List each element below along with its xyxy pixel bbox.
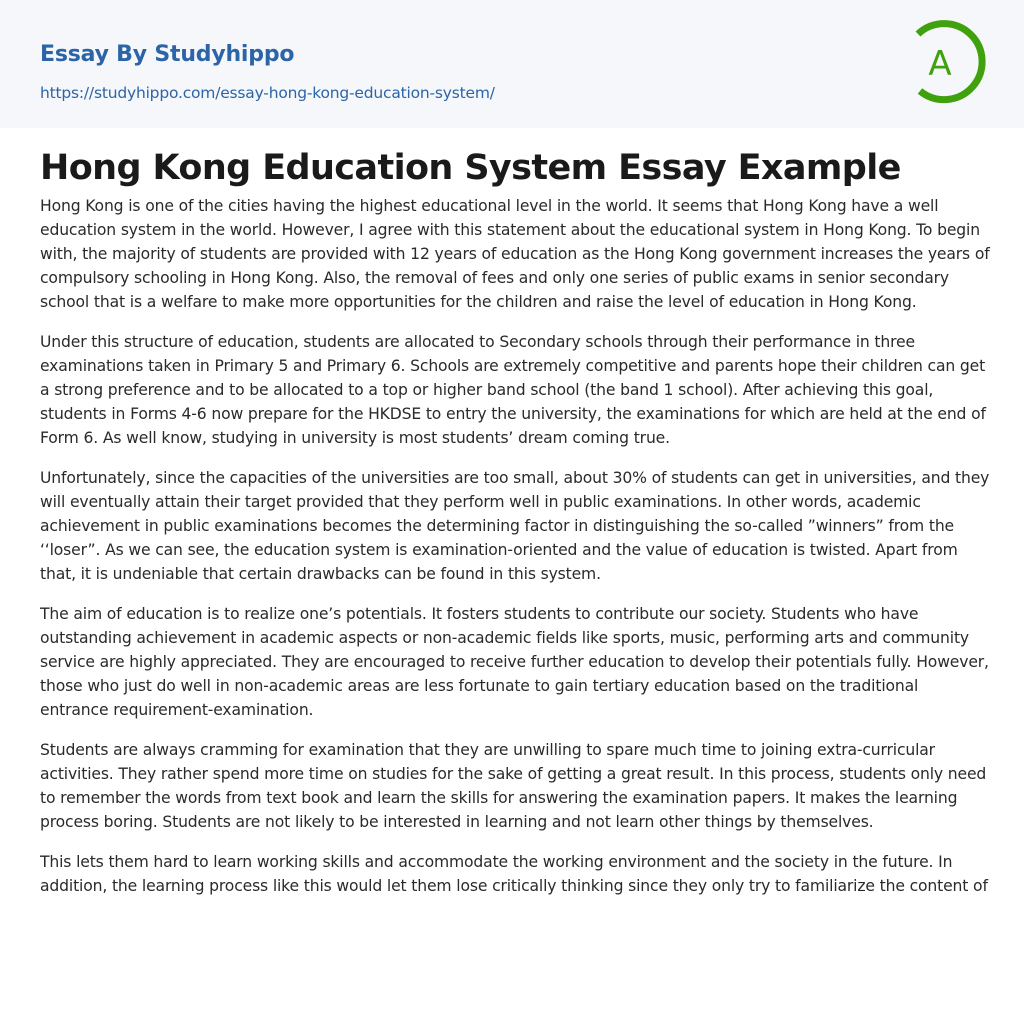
essay-paragraph: Under this structure of education, students are allocated to Secondary schools through their performance in three examinations taken in Primary 5 and Primary 6. Schools are extremely competitive and parents hope their children can get a strong preference and to be allocated to a top or higher band school (the band 1 school). After achieving this goal, students in Forms 4-6 now prepare for the HKDSE to entry the university, the examinations for which are held at the end of Form 6. As well know, studying in university is most students’ dream coming true. bbox=[40, 333, 986, 447]
article bbox=[0, 128, 1024, 898]
page-title: Hong Kong Education System Essay Example bbox=[40, 148, 901, 188]
essay-paragraph: Unfortunately, since the capacities of the universities are too small, about 30% of students can get in universities, and they will eventually attain their target provided that they perform well in public examinations. In other words, academic achievement in public examinations becomes the determining factor in distinguishing the so-called ”winners” from the ‘‘loser”. As we can see, the education system is examination-oriented and the value of education is twisted. Apart from that, it is undeniable that certain drawbacks can be found in this system. bbox=[40, 469, 990, 583]
essay-paragraph: Students are always cramming for examination that they are unwilling to spare much time to joining extra-curricular activities. They rather spend more time on studies for the sake of getting a great result. In this process, students only need to remember the words from text book and learn the skills for answering the examination papers. It makes the learning process boring. Students are not likely to be interested in learning and not learn other things by themselves. bbox=[40, 741, 987, 831]
studyhippo-logo-icon[interactable] bbox=[912, 18, 988, 106]
logo-letter: A bbox=[928, 44, 952, 84]
page-url-link[interactable]: https://studyhippo.com/essay-hong-kong-education-system/ bbox=[40, 84, 495, 102]
site-header bbox=[0, 0, 1024, 128]
site-brand[interactable]: Essay By Studyhippo bbox=[40, 42, 295, 67]
essay-paragraph: This lets them hard to learn working skills and accommodate the working environment and the society in the future. In addition, the learning process like this would let them lose critically thinking since they only try to familiarize the content of bbox=[40, 853, 988, 895]
essay-paragraph: The aim of education is to realize one’s potentials. It fosters students to contribute our society. Students who have outstanding achievement in academic aspects or non-academic fields like sports, music, performing arts and community service are highly appreciated. They are encouraged to receive further education to develop their potentials fully. However, those who just do well in non-academic areas are less fortunate to gain tertiary education based on the traditional entrance requirement-examination. bbox=[40, 605, 989, 719]
essay-paragraph: Hong Kong is one of the cities having the highest educational level in the world. It seems that Hong Kong have a well education system in the world. However, I agree with this statement about the educational system in Hong Kong. To begin with, the majority of students are provided with 12 years of education as the Hong Kong government increases the years of compulsory schooling in Hong Kong. Also, the removal of fees and only one series of public exams in senior secondary school that is a welfare to make more opportunities for the children and raise the level of education in Hong Kong. bbox=[40, 197, 990, 311]
